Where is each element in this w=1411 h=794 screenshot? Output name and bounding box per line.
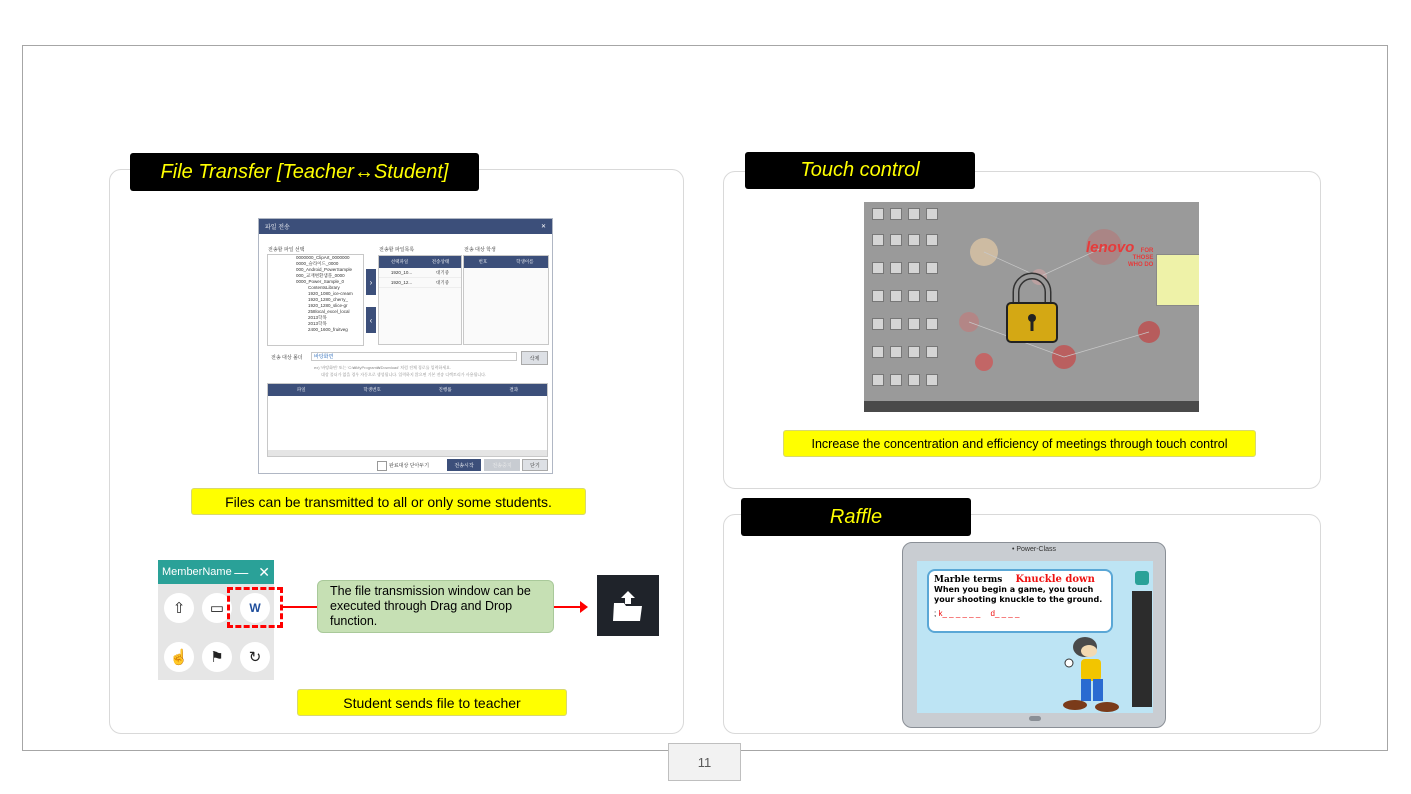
desktop-icon[interactable] [908,208,920,220]
close-icon[interactable]: ✕ [540,224,546,230]
file-list-label: 전송할 파일목록 [379,247,415,253]
question-card [927,569,1113,633]
remove-file-button[interactable]: ‹ [366,307,376,333]
add-file-button[interactable]: › [366,269,376,295]
tablet-screen [917,561,1153,713]
file-list-table [378,255,462,345]
header-number: 번호 [478,259,488,264]
padlock-icon-svg [1004,270,1060,344]
desktop-icon[interactable] [872,290,884,302]
folder-note-2: 대상 폴더가 없을 경우 자동으로 생성됩니다. 입력하지 않으면 기본 전송 디렉토리가 사용됩니다. [321,372,487,377]
side-widget [1156,254,1199,306]
close-after-checkbox[interactable] [377,461,387,471]
desktop-icon[interactable] [890,318,902,330]
flow-text: The file transmission window can be executed through Drag and Drop function. [330,584,531,628]
file-status: 대기중 [436,279,450,285]
folder-upload-icon-svg [610,589,646,623]
delete-button[interactable]: 삭제 [521,351,548,365]
minimize-icon[interactable]: — [234,563,249,580]
member-widget-header [158,560,274,584]
file-transfer-caption: Files can be transmitted to all or only some students. [191,488,586,515]
tagline-line: FOR [1140,248,1154,254]
desktop-screenshot [864,202,1199,412]
desktop-icon[interactable] [908,374,920,386]
folder-note-1: ex) '바탕화면' 또는 'C:₩MyProgram₩Download' 처럼 전체 경로를 입력하세요. [314,365,452,370]
header-file: 파일 [296,387,306,392]
arrow-head [580,601,588,613]
screen-upload-icon[interactable]: ⇧ [164,593,194,623]
table-row[interactable] [379,278,461,288]
desktop-icon[interactable] [890,262,902,274]
file-select-label: 전송할 파일 선택 [268,247,305,253]
taskbar [864,401,1199,412]
student-list-table [463,255,549,345]
target-folder-value: 바탕화면 [314,354,334,360]
character-illustration-svg [1055,633,1127,713]
raffle-title: Raffle [741,498,971,536]
app-name: • Power-Class [1011,546,1057,553]
header-status: 전송상태 [431,259,450,264]
arrow-line [554,606,582,608]
close-after-label: 완료대상 닫아두기 [389,463,430,469]
desktop-icon[interactable] [926,346,938,358]
desktop-icon[interactable] [926,290,938,302]
desktop-icon[interactable] [926,374,938,386]
desktop-icon[interactable] [890,374,902,386]
card-text: When you begin a game, you touch your shooting knuckle to the ground. [934,585,1103,604]
toolbar-panel[interactable] [1132,591,1152,707]
header-student-name: 학생이름 [516,259,534,264]
header-progress: 진행률 [438,387,452,392]
file-tree[interactable] [267,254,364,346]
highlight-dashed-box [227,587,283,628]
member-name: MemberName [162,566,232,578]
student-list-header [464,256,548,268]
card-term: Knuckle down [1015,574,1095,585]
page-number: 11 [668,743,741,781]
file-list-header [379,256,461,268]
file-transfer-dialog [258,218,553,474]
answer-blank-2: d_ _ _ _ [990,609,1020,618]
tree-item[interactable]: 2400_1600_fruitveg [308,327,348,332]
target-folder-input[interactable] [311,352,517,361]
desktop-icon[interactable] [908,318,920,330]
student-list-label: 전송 대상 학생 [464,247,496,253]
touch-control-caption: Increase the concentration and efficiency of meetings through touch control [783,430,1256,457]
desktop-icon[interactable] [926,208,938,220]
desktop-icon[interactable] [872,262,884,274]
connector-line [283,606,318,608]
desktop-icon[interactable] [872,346,884,358]
tree-item[interactable]: 0000000_ClipArt_0000000 [296,255,350,260]
target-folder-label: 전송 대상 폴더 [271,355,303,361]
desktop-icon[interactable] [890,208,902,220]
desktop-icon[interactable] [872,318,884,330]
tree-item[interactable]: 1920_1080_ice-cream [308,291,353,296]
dialog-title: 파일 전송 [265,225,290,231]
folder-upload-icon [597,575,659,636]
horizontal-scrollbar[interactable] [268,450,547,456]
raise-hand-icon[interactable]: ↻ [240,642,270,672]
header-selected-file: 선택파일 [390,259,409,264]
start-transfer-button[interactable]: 전송시작 [447,459,481,471]
file-name: 1920_10... [390,270,413,275]
card-heading: Marble terms [934,575,1003,585]
desktop-icon[interactable] [872,208,884,220]
tree-item[interactable]: 000_Android_PowerSample [296,267,353,272]
answer-prefix: ; [934,609,937,618]
desktop-icon[interactable] [926,262,938,274]
stop-transfer-button[interactable]: 전송중지 [484,459,520,471]
tree-item[interactable]: 2013학목 [308,321,327,326]
tree-item[interactable]: 0000_Power_Sample_0 [296,279,345,284]
word-file-send-icon[interactable]: W [240,593,270,623]
desktop-icon[interactable] [872,234,884,246]
desktop-icon[interactable] [890,234,902,246]
flow-text-box [317,580,554,633]
tablet-device [902,542,1166,728]
header-student-number: 학생번호 [363,387,381,392]
header-result: 결과 [509,387,519,392]
tree-item[interactable]: 1920_1280_slice-gr [308,303,348,308]
app-icon[interactable] [1135,571,1149,585]
desktop-icon[interactable] [908,234,920,246]
file-transfer-title: File Transfer [Teacher↔Student] [130,153,479,191]
tree-item[interactable]: 000_교재변환샘플_0000 [296,273,345,278]
close-icon[interactable]: ✕ [258,563,270,580]
screen-share-icon[interactable]: ▭ [202,593,232,623]
padlock-icon [1004,270,1060,344]
tree-item[interactable]: 2013학목 [308,315,327,320]
table-row[interactable] [379,268,461,278]
desktop-icon[interactable] [872,374,884,386]
home-button[interactable] [1029,716,1041,721]
desktop-icon[interactable] [926,318,938,330]
character-illustration [1055,633,1127,713]
touch-control-title: Touch control [745,152,975,189]
desktop-icon[interactable] [926,234,938,246]
tree-item[interactable]: 1920_1280_cherry_ [308,297,349,302]
file-status: 대기중 [436,269,450,275]
desktop-icon[interactable] [908,290,920,302]
result-header [268,384,547,396]
student-send-caption: Student sends file to teacher [297,689,567,716]
dialog-titlebar [259,219,552,234]
wallpaper-tagline [1128,248,1153,269]
desktop-icon[interactable] [908,346,920,358]
wallpaper-brand: lenovo [1086,239,1135,256]
touch-hand-icon[interactable]: ☝ [164,642,194,672]
answer-blank-1: k_ _ _ _ _ _ [938,609,981,618]
desktop-icon[interactable] [890,346,902,358]
tree-item[interactable]: 0000_슬라이드_0000 [296,261,339,266]
tree-item[interactable]: 258local_excel_local [308,309,350,314]
result-table [267,383,548,457]
tagline-line: THOSE [1132,255,1154,261]
tree-item[interactable]: ContentsLibrary [308,285,340,290]
file-name: 1920_12... [390,280,413,285]
desktop-icon[interactable] [890,290,902,302]
close-button[interactable]: 닫기 [522,459,548,471]
desktop-icon[interactable] [908,262,920,274]
tagline-line: WHO DO [1128,262,1154,268]
presenter-icon[interactable]: ⚑ [202,642,232,672]
